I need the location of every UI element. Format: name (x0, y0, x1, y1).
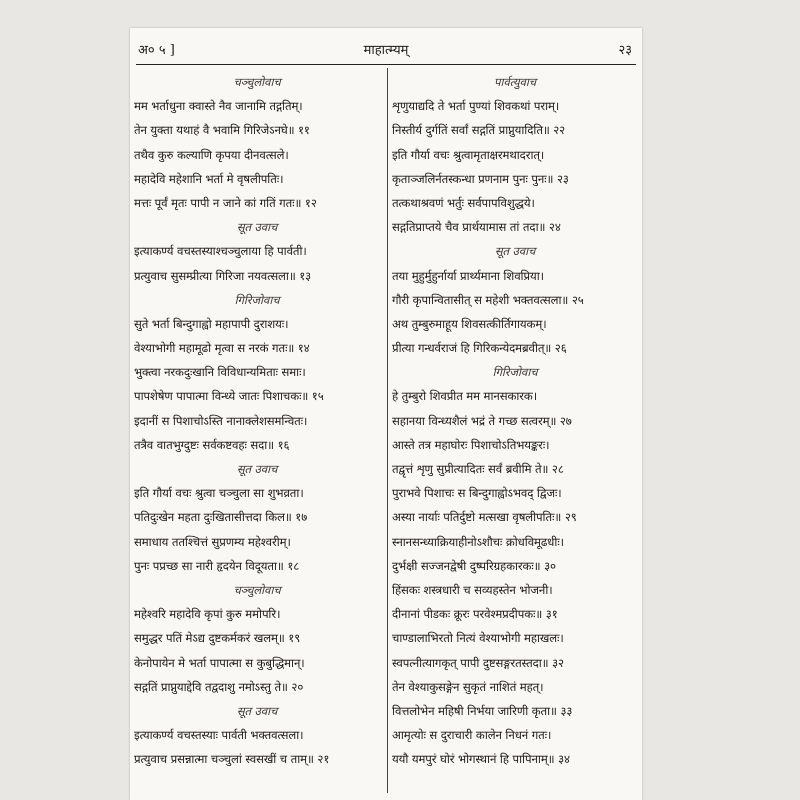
verse-line: तत्रैव वातभुग्दुष्टः सर्वकष्टवहः सदा॥ १६ (134, 437, 290, 452)
verse-line: तथैव कुरु कल्याणि कृपया दीनवत्सले। (134, 147, 289, 162)
verse-line: चाण्डालाभिरतो नित्यं वेश्याभोगी महाखलः। (392, 631, 564, 646)
verse-line: अस्या नार्याः पतिर्दुष्टो मत्सखा वृषलीपतिः॥ २९ (392, 510, 577, 525)
verse-line: पुनः पप्रच्छ सा नारी हृदयेन विदूयता॥ १८ (134, 558, 300, 573)
verse-line: प्रत्युवाच प्रसन्नात्मा चञ्चुलां स्वसखीं च ताम्॥ २१ (134, 752, 330, 767)
verse-line: प्रीत्या गन्धर्वराजं हि गिरिकन्येदमब्रवीत्॥ २६ (392, 341, 567, 356)
verse-line: हिंसकः शस्त्रधारी च सव्यहस्तेन भोजनी। (392, 582, 553, 597)
verse-line: तया मुहुर्मुहुर्नार्या प्रार्थ्यमाना शिवप्रिया। (392, 268, 544, 283)
verse-line: वित्तलोभेन महिषी निर्भया जारिणी कृता॥ ३३ (392, 703, 573, 718)
speaker-heading: सूत उवाच (494, 244, 536, 259)
verse-line: इत्याकर्ण्य वचस्तस्याः पार्वती भक्तवत्सला। (134, 728, 304, 743)
chapter-marker: अ० ५ ] (138, 43, 175, 58)
verse-line: स्वपत्नीत्यागकृत् पापी दुष्टसङ्गरतस्तदा॥ ३२ (392, 655, 564, 670)
verse-line: हे तुम्बुरो शिवप्रीत मम मानसकारक। (392, 389, 538, 404)
verse-line: समुद्धर पतिं मेऽद्य दुष्टकर्मकरं खलम्॥ १९ (134, 631, 301, 646)
header-rule (136, 64, 636, 65)
verse-line: सद्गतिप्राप्तये चैव प्रार्थयामास तां तदा॥ २४ (392, 220, 561, 235)
verse-line: समाधाय ततश्चित्तं सुप्रणम्य महेश्वरीम्। (134, 534, 291, 549)
verse-line: इति गौर्या वचः श्रुत्वामृताक्षरमथादरात्। (392, 147, 545, 162)
verse-line: इत्याकर्ण्य वचस्तस्याश्चञ्चुलाया हि पार्वती। (134, 244, 307, 259)
verse-line: सहानया विन्ध्यशैलं भद्रं ते गच्छ सत्वरम्॥ २७ (392, 413, 572, 428)
verse-line: कृताञ्जलिर्नतस्कन्धा प्रणनाम पुनः पुनः॥ २३ (392, 171, 569, 186)
verse-line: पतिदुःखेन महता दुःखितासीत्तदा किल॥ १७ (134, 510, 308, 525)
speaker-heading: सूत उवाच (236, 703, 278, 718)
speaker-heading: सूत उवाच (236, 220, 278, 235)
column-divider (387, 68, 388, 793)
verse-line: मत्तः पूर्वं मृतः पापी न जाने कां गतिं गतः॥ १२ (134, 195, 317, 210)
verse-line: शृणुयाद्यदि ते भर्ता पुण्यां शिवकथां पराम्। (392, 99, 560, 114)
verse-line: आस्ते तत्र महाघोरः पिशाचोऽतिभयङ्करः। (392, 437, 550, 452)
speaker-heading: पार्वत्युवाच (494, 75, 536, 89)
speaker-heading: गिरिजोवाच (492, 365, 538, 380)
speaker-heading: चञ्चुलोवाच (233, 75, 281, 89)
verse-line: अथ तुम्बुरुमाहूय शिवसत्कीर्तिगायकम्। (392, 316, 547, 331)
verse-line: वेश्याभोगी महामूढो मृत्वा स नरकं गतः॥ १४ (134, 341, 310, 356)
verse-line: इति गौर्या वचः श्रुत्वा चञ्चुला सा शुभव्रता। (134, 486, 304, 501)
book-page (130, 28, 642, 800)
verse-line: मम भर्ताधुना क्वास्ते नैव जानामि तद्गतिम्। (134, 99, 303, 114)
verse-line: गौरी कृपान्वितासीत् स महेशी भक्तवत्सला॥ २५ (392, 292, 584, 307)
verse-line: दुर्भक्षी सज्जनद्वेषी दुष्परिग्रहकारकः॥ ३० (392, 558, 556, 573)
verse-line: महेश्वरि महादेवि कृपां कुरु ममोपरि। (134, 607, 281, 622)
verse-line: केनोपायेन मे भर्ता पापात्मा स कुबुद्धिमान्। (134, 655, 305, 670)
verse-line: इदानीं स पिशाचोऽस्ति नानाक्लेशसमन्वितः। (134, 413, 308, 428)
verse-line: सद्गतिं प्राप्नुयाद्देवि तद्वदाशु नमोऽस्तु ते॥ २० (134, 679, 304, 694)
verse-line: भुक्त्वा नरकदुःखानि विविधान्यमिताः समाः। (134, 365, 306, 380)
verse-line: महादेवि महेशानि भर्ता मे वृषलीपतिः। (134, 171, 284, 186)
verse-line: पापशेषेण पापात्मा विन्ध्ये जातः पिशाचकः॥ १५ (134, 389, 324, 404)
speaker-heading: सूत उवाच (236, 462, 278, 476)
verse-line: प्रत्युवाच सुसम्प्रीत्या गिरिजा नयवत्सला॥ १३ (134, 268, 312, 283)
verse-line: तेन युक्ता यथाहं वै भवामि गिरिजेऽनघे॥ ११ (134, 123, 310, 138)
verse-line: पुराभवे पिशाचः स बिन्दुगाह्वोऽभवद् द्विजः। (392, 486, 562, 501)
verse-line: निस्तीर्य दुर्गतिं सर्वां सद्गतिं प्राप्नुयादिति॥ २२ (392, 123, 566, 138)
verse-line: सुते भर्ता बिन्दुगाह्वो महापापी दुराशयः। (134, 316, 289, 331)
verse-line: ययौ यमपुरं घोरं भोगस्थानं हि पापिनाम्॥ ३४ (392, 752, 570, 767)
verse-line: तेन वेश्याकुसङ्गेन सुकृतं नाशितं महत्। (392, 679, 544, 694)
speaker-heading: चञ्चुलोवाच (233, 582, 281, 597)
left-column (134, 70, 380, 771)
verse-line: दीनानां पीडकः क्रूरः परवेश्मप्रदीपकः॥ ३१ (392, 607, 558, 622)
verse-line: आमृत्योः स दुराचारी कालेन निधनं गतः। (392, 728, 552, 743)
verse-line: स्नानसन्ध्याक्रियाहीनोऽशौचः क्रोधविमूढधीः। (392, 534, 564, 549)
verse-line: तत्कथाश्रवणं भर्तुः सर्वपापविशुद्धये। (392, 195, 535, 210)
speaker-heading: गिरिजोवाच (234, 292, 280, 307)
right-column (392, 70, 638, 771)
page-header (130, 40, 642, 62)
running-title: माहात्म्यम् (363, 43, 409, 58)
page-number: २३ (618, 43, 632, 58)
verse-line: तद्वृत्तं शृणु सुप्रीत्यादितः सर्वं ब्रवीमि ते॥ २८ (392, 462, 564, 476)
